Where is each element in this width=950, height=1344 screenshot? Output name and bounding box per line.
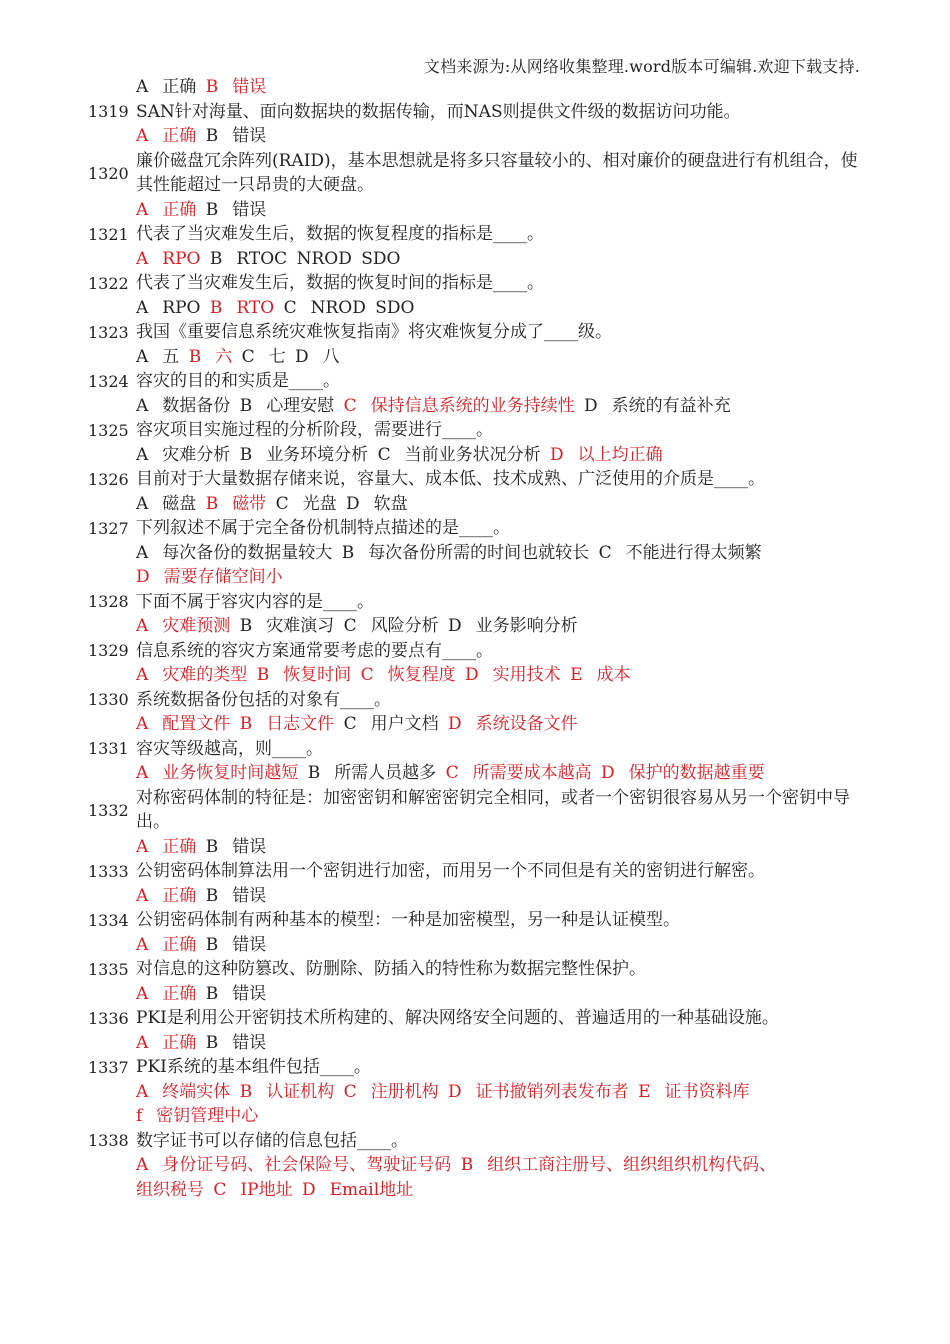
answer-option <box>550 445 663 465</box>
option-letter: A <box>136 885 149 906</box>
answer-option <box>465 665 561 685</box>
option-text: 正确 <box>162 126 197 146</box>
option-text: 保护的数据越重要 <box>628 763 765 783</box>
option-letter: B <box>205 934 219 955</box>
answer-option <box>136 298 200 318</box>
option-letter: A <box>136 346 149 367</box>
answer-option <box>308 763 437 783</box>
options-row <box>88 296 858 321</box>
question-text: 目前对于大量数据存储来说，容量大、成本低、技术成熟、广泛使用的介质是____。 <box>136 469 765 489</box>
question-item <box>88 271 858 296</box>
options-row <box>88 565 858 590</box>
answer-option <box>361 665 456 685</box>
question-number: 1321 <box>88 224 129 244</box>
answer-option <box>240 396 335 416</box>
answer-option <box>344 1082 439 1102</box>
answer-option <box>448 1082 629 1102</box>
question-text: 对信息的这种防篡改、防删除、防插入的特性称为数据完整性保护。 <box>136 959 646 979</box>
answer-option <box>446 763 592 783</box>
option-letter: A <box>136 493 149 514</box>
option-text: 磁带 <box>232 493 267 514</box>
option-text: RPO <box>162 248 201 269</box>
option-text: 五 <box>162 346 180 367</box>
option-text: 软盘 <box>373 493 408 514</box>
option-text: 正确 <box>162 77 197 97</box>
question-text: 对称密码体制的特征是：加密密钥和解密密钥完全相同，或者一个密钥很容易从另一个密钥中导出。 <box>136 787 850 832</box>
answer-option <box>240 1082 335 1102</box>
option-letter: D <box>448 616 462 636</box>
option-letter: B <box>205 77 219 97</box>
option-text: 终端实体 <box>162 1081 231 1102</box>
option-text: 成本 <box>596 665 631 685</box>
option-letter: C <box>283 297 297 318</box>
answer-option <box>302 1180 413 1200</box>
answer-option <box>136 445 230 465</box>
question-item <box>88 908 858 933</box>
question-text: 公钥密码体制有两种基本的模型：一种是加密模型，另一种是认证模型。 <box>136 910 680 930</box>
option-letter: B <box>307 763 321 783</box>
question-item <box>88 957 858 982</box>
question-item <box>88 320 858 345</box>
options-row <box>88 663 858 688</box>
option-text: 数据备份 <box>162 395 231 416</box>
answer-option <box>242 347 286 367</box>
question-text: 廉价磁盘冗余阵列(RAID)，基本思想就是将多只容量较小的、相对廉价的硬盘进行有机组合，使其性能超过一只昂贵的大硬盘。 <box>136 150 858 195</box>
option-text: 组织工商注册号、组织组织机构代码、 <box>487 1155 777 1175</box>
option-letter: C <box>241 346 255 367</box>
question-text: PKI是利用公开密钥技术所构建的、解决网络安全问题的、普遍适用的一种基础设施。 <box>136 1008 779 1028</box>
options-row <box>88 1104 858 1129</box>
answer-option <box>136 935 196 955</box>
option-letter: C <box>445 763 459 783</box>
option-letter: E <box>570 665 583 685</box>
option-text: 错误 <box>232 836 267 857</box>
option-letter: D <box>136 567 150 587</box>
option-text: 心理安慰 <box>266 395 335 416</box>
option-letter: B <box>209 248 223 269</box>
question-item <box>88 100 858 125</box>
answer-option <box>206 200 267 220</box>
option-letter: B <box>205 885 219 906</box>
answer-option <box>136 1155 451 1175</box>
answer-option <box>284 298 366 318</box>
option-letter: A <box>136 77 149 97</box>
option-letter: D <box>584 395 598 416</box>
answer-option <box>570 665 630 685</box>
option-letter: D <box>295 346 309 367</box>
question-number: 1338 <box>88 1131 129 1151</box>
options-row <box>88 884 858 909</box>
option-letter: D <box>465 665 479 685</box>
option-text: 正确 <box>162 199 197 220</box>
question-number: 1327 <box>88 518 129 538</box>
options-row <box>88 443 858 468</box>
answer-option <box>136 665 247 685</box>
question-number: 1328 <box>88 592 129 612</box>
header-note: 文档来源为:从网络收集整理.word版本可编辑.欢迎下载支持. <box>423 57 860 76</box>
option-letter: A <box>136 199 149 220</box>
answer-option <box>136 249 200 269</box>
question-text: 代表了当灾难发生后，数据的恢复时间的指标是____。 <box>136 273 544 293</box>
question-number: 1331 <box>88 739 129 759</box>
option-letter: E <box>638 1081 651 1102</box>
answer-option <box>599 543 762 563</box>
question-item <box>88 737 858 762</box>
question-text: 下面不属于容灾内容的是____。 <box>136 591 374 612</box>
option-text: 当前业务状况分析 <box>404 444 541 465</box>
option-text: 不能进行得太频繁 <box>625 542 762 563</box>
option-letter: B <box>460 1155 474 1175</box>
option-text: 错误 <box>232 983 267 1004</box>
option-text: 恢复时间 <box>283 665 352 685</box>
question-item <box>88 786 858 835</box>
options-row <box>88 345 858 370</box>
option-text: 灾难演习 <box>266 616 335 636</box>
question-text: 下列叙述不属于完全备份机制特点描述的是____。 <box>136 518 510 538</box>
question-number: 1335 <box>88 959 129 979</box>
options-row <box>88 761 858 786</box>
option-letter: A <box>136 297 149 318</box>
option-text: 磁盘 <box>162 493 197 514</box>
option-letter: B <box>239 616 253 636</box>
options-row <box>88 394 858 419</box>
answer-option <box>344 616 439 636</box>
option-letter: C <box>343 616 357 636</box>
options-row <box>88 1080 858 1105</box>
answer-option <box>206 886 267 906</box>
answer-option <box>136 984 196 1004</box>
option-text: 正确 <box>162 983 197 1004</box>
option-text: 以上均正确 <box>577 444 663 465</box>
question-item <box>88 639 858 664</box>
question-item <box>88 859 858 884</box>
answer-option <box>189 347 233 367</box>
answer-option <box>448 714 578 734</box>
answer-option <box>210 298 274 318</box>
question-text: 我国《重要信息系统灾难恢复指南》将灾难恢复分成了____级。 <box>136 322 612 342</box>
option-letter: B <box>239 444 253 465</box>
question-item <box>88 149 858 198</box>
options-row <box>88 198 858 223</box>
option-text: 业务恢复时间越短 <box>162 763 299 783</box>
option-letter: f <box>136 1106 143 1126</box>
option-text: 错误 <box>232 199 267 220</box>
option-letter: A <box>136 1081 149 1102</box>
answer-option <box>346 494 408 514</box>
option-text: 错误 <box>232 1032 267 1053</box>
option-letter: B <box>239 1081 253 1102</box>
question-number: 1326 <box>88 469 129 489</box>
answer-option <box>136 77 196 97</box>
answer-option <box>136 714 230 734</box>
option-letter: D <box>550 444 564 465</box>
option-text: 证书资料库 <box>664 1081 750 1102</box>
question-text: 容灾的目的和实质是____。 <box>136 371 340 391</box>
answer-option <box>375 298 414 318</box>
option-text: 风险分析 <box>370 616 439 636</box>
option-letter: A <box>136 395 149 416</box>
question-number: 1333 <box>88 861 129 881</box>
option-text: 系统设备文件 <box>475 714 578 734</box>
options-row <box>88 247 858 272</box>
question-number: 1322 <box>88 273 129 293</box>
option-text: 日志文件 <box>266 714 335 734</box>
answer-option <box>206 837 267 857</box>
option-text: 正确 <box>162 836 197 857</box>
option-letter: D <box>601 763 615 783</box>
option-letter: B <box>188 346 202 367</box>
answer-option <box>210 249 287 269</box>
answer-option <box>136 1082 230 1102</box>
option-text: SDO <box>361 248 401 269</box>
options-row <box>88 614 858 639</box>
question-number: 1320 <box>88 163 129 183</box>
option-text: 注册机构 <box>370 1081 439 1102</box>
option-text: 认证机构 <box>266 1081 335 1102</box>
option-letter: A <box>136 444 149 465</box>
answer-option <box>295 347 340 367</box>
answer-option <box>240 616 335 636</box>
question-item <box>88 516 858 541</box>
question-text: 代表了当灾难发生后，数据的恢复程度的指标是____。 <box>136 224 544 244</box>
option-text: 实用技术 <box>492 665 561 685</box>
answer-option <box>206 984 267 1004</box>
option-text: 身份证号码、社会保险号、驾驶证号码 <box>162 1155 452 1175</box>
option-letter: B <box>205 493 219 514</box>
answer-option <box>136 543 332 563</box>
options-row <box>88 492 858 517</box>
question-text: 容灾等级越高，则____。 <box>136 738 323 759</box>
answer-option <box>136 1180 204 1200</box>
answer-option <box>136 1106 258 1126</box>
option-text: 六 <box>215 346 233 367</box>
question-text: 容灾项目实施过程的分析阶段，需要进行____。 <box>136 420 493 440</box>
option-text: 错误 <box>232 885 267 906</box>
answer-option <box>213 1180 292 1200</box>
option-letter: D <box>346 493 360 514</box>
answer-option <box>136 126 196 146</box>
option-text: 灾难的类型 <box>162 665 248 685</box>
question-item <box>88 369 858 394</box>
question-number: 1319 <box>88 102 129 122</box>
answer-option <box>206 126 267 146</box>
question-number: 1325 <box>88 420 129 440</box>
answer-option <box>136 837 196 857</box>
answer-option <box>297 249 352 269</box>
option-text: NROD <box>296 248 352 269</box>
option-text: 保持信息系统的业务持续性 <box>370 395 575 416</box>
question-list <box>88 75 858 1202</box>
answer-option <box>448 616 578 636</box>
options-row <box>88 712 858 737</box>
question-number: 1330 <box>88 690 129 710</box>
answer-option <box>584 396 731 416</box>
option-letter: C <box>343 395 357 416</box>
question-text: SAN针对海量、面向数据块的数据传输，而NAS则提供文件级的数据访问功能。 <box>136 101 741 122</box>
option-text: 错误 <box>232 77 267 97</box>
question-item <box>88 467 858 492</box>
option-letter: A <box>136 1032 149 1053</box>
answer-option <box>136 616 230 636</box>
question-item <box>88 590 858 615</box>
questions <box>88 100 858 1203</box>
option-text: 所需人员越多 <box>334 763 437 783</box>
question-number: 1329 <box>88 641 129 661</box>
answer-option <box>206 77 267 97</box>
answer-option <box>136 886 196 906</box>
option-letter: D <box>448 714 462 734</box>
answer-option <box>206 935 267 955</box>
answer-option <box>240 445 369 465</box>
question-item <box>88 1006 858 1031</box>
option-letter: D <box>448 1081 462 1102</box>
option-letter: B <box>205 199 219 220</box>
options-row <box>88 933 858 958</box>
option-text: RTO <box>236 297 275 318</box>
option-letter: A <box>136 126 149 146</box>
option-letter: B <box>205 126 219 146</box>
option-text: 需要存储空间小 <box>163 567 283 587</box>
option-text: IP地址 <box>240 1179 293 1200</box>
option-text: Email地址 <box>329 1179 414 1200</box>
option-text: 七 <box>268 346 286 367</box>
answer-option <box>206 1033 267 1053</box>
option-text: 光盘 <box>302 493 337 514</box>
answer-option <box>136 494 196 514</box>
question-item <box>88 688 858 713</box>
question-number: 1336 <box>88 1008 129 1028</box>
option-text: NROD <box>310 297 366 318</box>
options-row <box>88 1178 858 1203</box>
question-number: 1334 <box>88 910 129 930</box>
lead-options <box>88 75 858 100</box>
option-letter: B <box>239 714 253 734</box>
option-text: 每次备份的数据量较大 <box>162 542 333 563</box>
answer-option <box>361 249 400 269</box>
answer-option <box>601 763 765 783</box>
answer-option <box>136 763 298 783</box>
answer-option <box>136 567 283 587</box>
option-letter: C <box>343 714 357 734</box>
answer-option <box>344 396 575 416</box>
option-letter: B <box>209 297 223 318</box>
option-text: SDO <box>375 297 415 318</box>
option-letter: A <box>136 763 149 783</box>
option-text: 所需要成本越高 <box>472 763 592 783</box>
option-text: RTOC <box>236 248 288 269</box>
option-text: 恢复程度 <box>387 665 456 685</box>
option-letter: D <box>301 1179 316 1200</box>
options-row <box>88 1031 858 1056</box>
option-letter: A <box>136 1155 149 1175</box>
option-text: 每次备份所需的时间也就较长 <box>368 542 590 563</box>
question-number: 1337 <box>88 1057 129 1077</box>
option-letter: B <box>239 395 253 416</box>
answer-option <box>276 494 337 514</box>
question-item <box>88 1055 858 1080</box>
option-letter: A <box>136 542 149 563</box>
answer-option <box>344 714 439 734</box>
option-text: 正确 <box>162 885 197 906</box>
option-letter: C <box>213 1179 227 1200</box>
option-text: 用户文档 <box>370 714 439 734</box>
answer-option <box>136 396 230 416</box>
option-letter: A <box>136 934 149 955</box>
question-number: 1323 <box>88 322 129 342</box>
option-text: 灾难分析 <box>162 444 231 465</box>
options-row <box>88 124 858 149</box>
option-text: 八 <box>322 346 340 367</box>
option-text: 错误 <box>232 126 267 146</box>
option-letter: A <box>136 616 149 636</box>
option-text: RPO <box>162 297 201 318</box>
question-text: 信息系统的容灾方案通常要考虑的要点有____。 <box>136 640 493 661</box>
option-letter: B <box>205 983 219 1004</box>
question-number: 1324 <box>88 371 129 391</box>
option-text: 错误 <box>232 934 267 955</box>
option-text: 灾难预测 <box>162 616 231 636</box>
question-text: 数字证书可以存储的信息包括____。 <box>136 1130 408 1151</box>
options-row <box>88 541 858 566</box>
question-item <box>88 222 858 247</box>
option-text: 密钥管理中心 <box>156 1106 259 1126</box>
options-row <box>88 835 858 860</box>
options-row <box>88 1153 858 1178</box>
option-letter: B <box>205 836 219 857</box>
answer-option <box>136 347 179 367</box>
answer-option <box>136 1033 196 1053</box>
option-text: 配置文件 <box>162 714 231 734</box>
option-text: 正确 <box>162 934 197 955</box>
option-letter: A <box>136 983 149 1004</box>
option-text: 正确 <box>162 1032 197 1053</box>
question-text: 系统数据备份包括的对象有____。 <box>136 689 391 710</box>
question-number: 1332 <box>88 800 129 820</box>
options-row <box>88 982 858 1007</box>
option-text: 业务影响分析 <box>475 616 578 636</box>
option-letter: A <box>136 714 149 734</box>
option-letter: B <box>341 542 355 563</box>
option-letter: B <box>205 1032 219 1053</box>
option-letter: A <box>136 665 149 685</box>
answer-option <box>257 665 352 685</box>
answer-option <box>342 543 590 563</box>
option-text: 证书撤销列表发布者 <box>475 1081 629 1102</box>
option-text: 业务环境分析 <box>266 444 369 465</box>
answer-option <box>206 494 267 514</box>
answer-option <box>638 1082 749 1102</box>
option-text: 系统的有益补充 <box>611 395 731 416</box>
option-text: 组织税号 <box>136 1179 204 1200</box>
option-letter: C <box>343 1081 357 1102</box>
option-letter: A <box>136 248 149 269</box>
option-letter: C <box>360 665 374 685</box>
option-letter: C <box>377 444 391 465</box>
answer-option <box>240 714 335 734</box>
question-item <box>88 418 858 443</box>
option-letter: C <box>275 493 289 514</box>
question-text: PKI系统的基本组件包括____。 <box>136 1057 371 1077</box>
option-letter: A <box>136 836 149 857</box>
answer-option <box>461 1155 777 1175</box>
answer-option <box>136 200 196 220</box>
option-letter: C <box>598 542 612 563</box>
question-text: 公钥密码体制算法用一个密钥进行加密，而用另一个不同但是有关的密钥进行解密。 <box>136 861 765 881</box>
option-letter: B <box>256 665 270 685</box>
question-item <box>88 1129 858 1154</box>
answer-option <box>378 445 541 465</box>
